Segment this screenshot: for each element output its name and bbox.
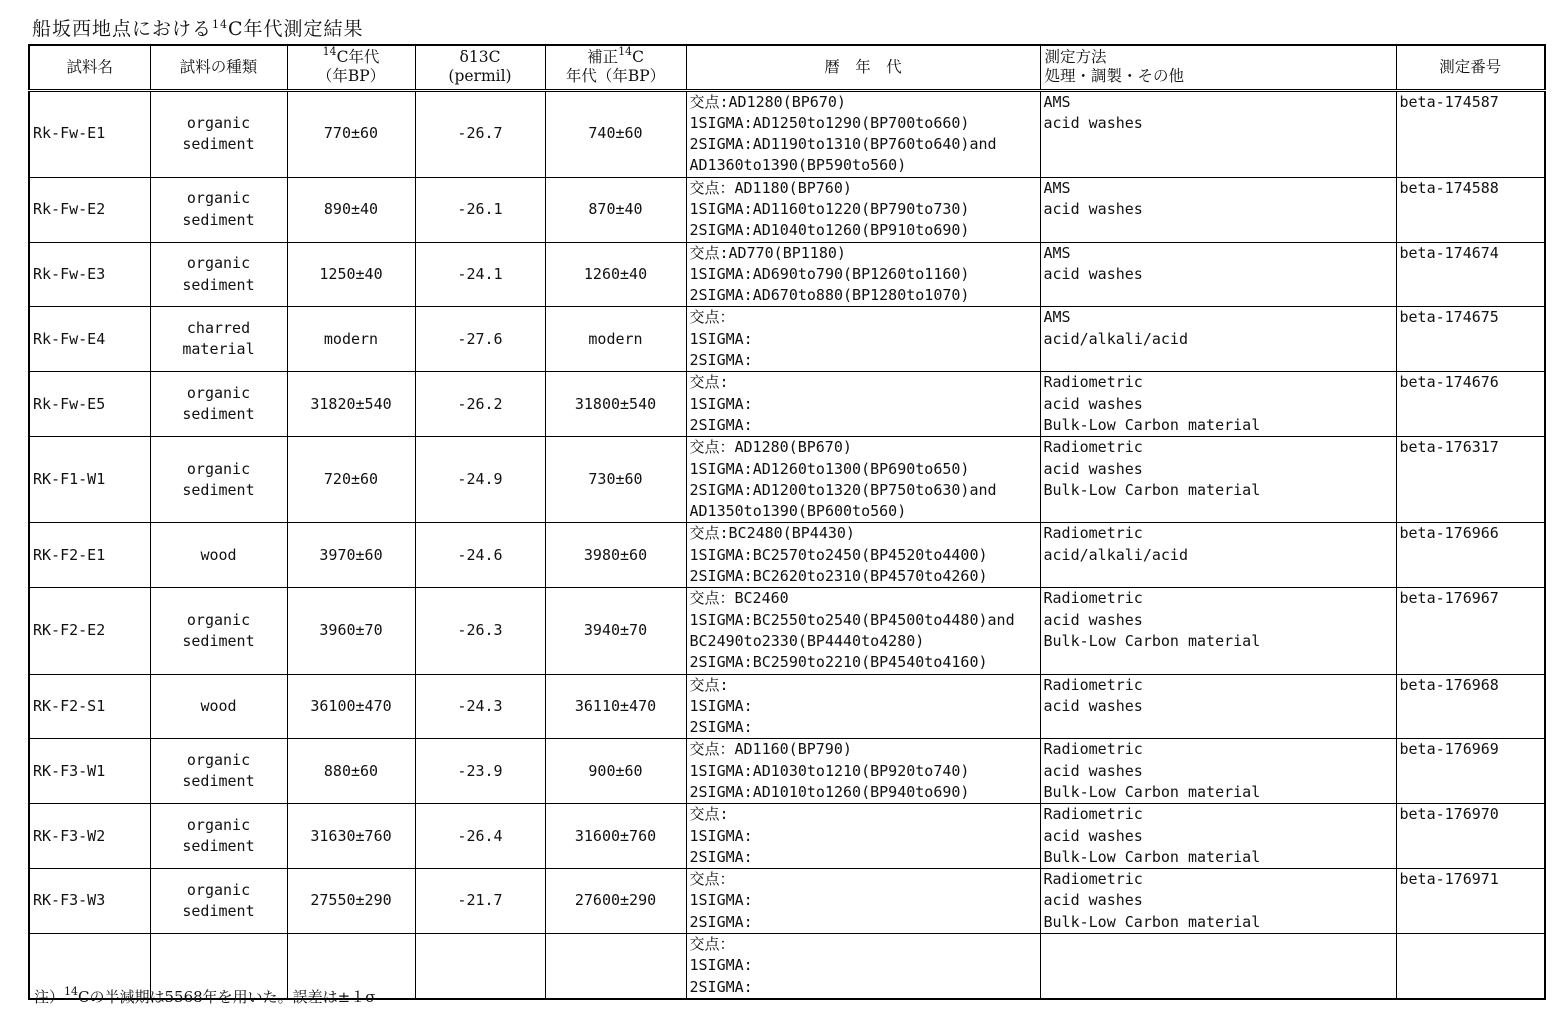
calendar-age-line: 交点: bbox=[689, 675, 729, 694]
page-title: 船坂西地点における$^{14}$C年代測定結果 bbox=[32, 18, 364, 40]
calendar-age-line: 2SIGMA:BC2620to2310(BP4570to4260) bbox=[689, 567, 988, 586]
table-row bbox=[29, 177, 1545, 242]
calendar-age-line: 1SIGMA:AD1250to1290(BP700to660) bbox=[689, 113, 970, 132]
method-line: acid washes bbox=[1043, 891, 1143, 910]
sample-type-cell bbox=[150, 804, 287, 869]
sample-type-line: sediment bbox=[182, 210, 255, 229]
calendar-age-line: 1SIGMA:BC2570to2450(BP4520to4400) bbox=[689, 545, 988, 564]
footnote: 注）$^{14}$Cの半減期は5568年を用いた。誤差は±１σ bbox=[34, 985, 376, 1006]
table-row bbox=[29, 437, 1545, 523]
calendar-age-line: 交点:AD770(BP1180) bbox=[689, 243, 846, 262]
method-line: acid washes bbox=[1043, 610, 1143, 629]
table-row bbox=[29, 242, 1545, 307]
sample-type-line: sediment bbox=[182, 902, 255, 921]
calendar-age-cell bbox=[686, 242, 1040, 307]
calendar-age-line: 1SIGMA: bbox=[689, 696, 753, 715]
calendar-age-line: 2SIGMA: bbox=[689, 912, 753, 931]
calendar-age-cell bbox=[686, 588, 1040, 674]
sample-type-line: sediment bbox=[182, 480, 255, 499]
table-row bbox=[29, 804, 1545, 869]
sample-name-cell: RK-F1-W1 bbox=[29, 437, 150, 523]
method-cell bbox=[1040, 437, 1396, 523]
corrected-age-cell: 31800±540 bbox=[545, 372, 686, 437]
measurement-code-cell: beta-174676 bbox=[1396, 372, 1545, 437]
corrected-age-cell: 740±60 bbox=[545, 90, 686, 177]
corrected-age-cell: 36110±470 bbox=[545, 674, 686, 739]
c14-age-cell: 1250±40 bbox=[287, 242, 415, 307]
method-cell bbox=[1040, 177, 1396, 242]
method-cell bbox=[1040, 242, 1396, 307]
sample-name-cell: Rk-Fw-E3 bbox=[29, 242, 150, 307]
sample-name-cell: RK-F3-W1 bbox=[29, 739, 150, 804]
sample-type-line: organic bbox=[186, 254, 251, 273]
method-cell bbox=[1040, 372, 1396, 437]
calendar-age-line: 1SIGMA:AD690to790(BP1260to1160) bbox=[689, 264, 970, 283]
c14-age-cell: 720±60 bbox=[287, 437, 415, 523]
header-sample-type: 試料の種類 bbox=[150, 45, 287, 90]
method-line: Bulk-Low Carbon material bbox=[1043, 631, 1261, 650]
calendar-age-cell bbox=[686, 307, 1040, 372]
calendar-age-line: BC2490to2330(BP4440to4280) bbox=[689, 631, 925, 650]
method-line: acid washes bbox=[1043, 264, 1143, 283]
method-cell bbox=[1040, 934, 1396, 999]
calendar-age-line: 2SIGMA: bbox=[689, 977, 753, 996]
delta13c-cell: -24.9 bbox=[415, 437, 545, 523]
sample-type-cell bbox=[150, 523, 287, 588]
method-line: Radiometric bbox=[1043, 805, 1143, 824]
corrected-age-cell bbox=[545, 934, 686, 999]
header-sample-name: 試料名 bbox=[29, 45, 150, 90]
corrected-age-cell: 730±60 bbox=[545, 437, 686, 523]
method-line: Radiometric bbox=[1043, 373, 1143, 392]
method-line: Bulk-Low Carbon material bbox=[1043, 912, 1261, 931]
corrected-age-cell: 27600±290 bbox=[545, 869, 686, 934]
calendar-age-line: 交点： bbox=[689, 308, 735, 327]
table-row bbox=[29, 523, 1545, 588]
table-row bbox=[29, 869, 1545, 934]
delta13c-cell: -23.9 bbox=[415, 739, 545, 804]
method-line: AMS bbox=[1043, 308, 1071, 327]
measurement-code-cell: beta-176969 bbox=[1396, 739, 1545, 804]
method-line: Radiometric bbox=[1043, 675, 1143, 694]
sample-type-line: organic bbox=[186, 459, 251, 478]
table-row bbox=[29, 674, 1545, 739]
delta13c-cell: -26.3 bbox=[415, 588, 545, 674]
calendar-age-line: 2SIGMA:AD1200to1320(BP750to630)and bbox=[689, 480, 997, 499]
measurement-code-cell bbox=[1396, 934, 1545, 999]
calendar-age-line: 交点：AD1280(BP670) bbox=[689, 438, 852, 457]
corrected-age-cell: 3940±70 bbox=[545, 588, 686, 674]
sample-type-cell bbox=[150, 869, 287, 934]
sample-type-line: wood bbox=[200, 545, 237, 564]
sample-name-cell: RK-F3-W3 bbox=[29, 869, 150, 934]
measurement-code-cell: beta-174674 bbox=[1396, 242, 1545, 307]
method-line: acid washes bbox=[1043, 696, 1143, 715]
sample-type-line: organic bbox=[186, 751, 251, 770]
calendar-age-line: 1SIGMA: bbox=[689, 394, 753, 413]
calendar-age-line: 1SIGMA: bbox=[689, 956, 753, 975]
sample-name-cell: RK-F3-W2 bbox=[29, 804, 150, 869]
measurement-code-cell: beta-176970 bbox=[1396, 804, 1545, 869]
c14-age-cell: 890±40 bbox=[287, 177, 415, 242]
calendar-age-line: 2SIGMA: bbox=[689, 415, 753, 434]
calendar-age-cell bbox=[686, 804, 1040, 869]
corrected-age-cell: modern bbox=[545, 307, 686, 372]
c14-age-cell: 880±60 bbox=[287, 739, 415, 804]
calendar-age-cell bbox=[686, 739, 1040, 804]
sample-type-line: organic bbox=[186, 384, 251, 402]
sample-name-cell: Rk-Fw-E2 bbox=[29, 177, 150, 242]
method-line: acid washes bbox=[1043, 199, 1143, 218]
sample-type-cell bbox=[150, 242, 287, 307]
measurement-code-cell: beta-176971 bbox=[1396, 869, 1545, 934]
delta13c-cell: -24.6 bbox=[415, 523, 545, 588]
c14-age-cell: 31630±760 bbox=[287, 804, 415, 869]
calendar-age-line: 交点： bbox=[689, 870, 735, 889]
sample-type-line: sediment bbox=[182, 631, 255, 650]
sample-type-cell bbox=[150, 674, 287, 739]
sample-type-line: sediment bbox=[182, 837, 255, 856]
calendar-age-line: 交点：AD1160(BP790) bbox=[689, 740, 852, 759]
calendar-age-line: 2SIGMA: bbox=[689, 847, 753, 866]
calendar-age-line: 1SIGMA: bbox=[689, 891, 753, 910]
sample-type-cell bbox=[150, 177, 287, 242]
method-line: acid washes bbox=[1043, 394, 1143, 413]
delta13c-cell: -26.2 bbox=[415, 372, 545, 437]
header-measurement-code: 測定番号 bbox=[1396, 45, 1545, 90]
sample-name-cell: RK-F2-E1 bbox=[29, 523, 150, 588]
sample-name-cell: Rk-Fw-E4 bbox=[29, 307, 150, 372]
method-cell bbox=[1040, 307, 1396, 372]
delta13c-cell: -24.1 bbox=[415, 242, 545, 307]
calendar-age-line: 交点： bbox=[689, 935, 735, 954]
method-line: Radiometric bbox=[1043, 438, 1143, 457]
calendar-age-line: 1SIGMA:AD1160to1220(BP790to730) bbox=[689, 199, 970, 218]
calendar-age-line: 交点：BC2460 bbox=[689, 589, 789, 608]
sample-type-line: organic bbox=[186, 610, 251, 629]
calendar-age-cell bbox=[686, 372, 1040, 437]
header-corrected-age: 補正$^{14}$C 年代（年BP） bbox=[545, 45, 686, 90]
results-table bbox=[28, 44, 1546, 1000]
calendar-age-line: AD1360to1390(BP590to560) bbox=[689, 156, 907, 175]
calendar-age-cell bbox=[686, 869, 1040, 934]
method-cell bbox=[1040, 588, 1396, 674]
calendar-age-line: 2SIGMA:AD1040to1260(BP910to690) bbox=[689, 221, 970, 240]
method-line: Radiometric bbox=[1043, 870, 1143, 889]
method-cell bbox=[1040, 90, 1396, 177]
method-cell bbox=[1040, 674, 1396, 739]
method-line: acid/alkali/acid bbox=[1043, 329, 1188, 348]
sample-type-line: organic bbox=[186, 113, 251, 132]
table-row bbox=[29, 90, 1545, 177]
calendar-age-line: 2SIGMA: bbox=[689, 718, 753, 737]
sample-type-line: organic bbox=[186, 880, 251, 899]
calendar-age-line: 2SIGMA:AD670to880(BP1280to1070) bbox=[689, 286, 970, 305]
sample-type-line: organic bbox=[186, 815, 251, 834]
delta13c-cell: -27.6 bbox=[415, 307, 545, 372]
sample-type-line: organic bbox=[186, 189, 251, 208]
sample-type-line: sediment bbox=[182, 772, 255, 791]
sample-type-line: charred bbox=[186, 319, 251, 338]
method-cell bbox=[1040, 523, 1396, 588]
calendar-age-line: 1SIGMA:AD1030to1210(BP920to740) bbox=[689, 761, 970, 780]
table-row bbox=[29, 739, 1545, 804]
header-c14-age: $^{14}$C年代 （年BP） bbox=[287, 45, 415, 90]
method-line: AMS bbox=[1043, 178, 1071, 197]
measurement-code-cell: beta-174588 bbox=[1396, 177, 1545, 242]
method-cell bbox=[1040, 869, 1396, 934]
method-line: Bulk-Low Carbon material bbox=[1043, 783, 1261, 801]
method-line: AMS bbox=[1043, 243, 1071, 262]
calendar-age-line: 1SIGMA:AD1260to1300(BP690to650) bbox=[689, 459, 970, 478]
measurement-code-cell: beta-176966 bbox=[1396, 523, 1545, 588]
calendar-age-line: 2SIGMA:AD1190to1310(BP760to640)and bbox=[689, 135, 997, 154]
calendar-age-line: 1SIGMA:BC2550to2540(BP4500to4480)and bbox=[689, 610, 1015, 629]
calendar-age-line: 交点：AD1180(BP760) bbox=[689, 178, 852, 197]
sample-name-cell: RK-F2-S1 bbox=[29, 674, 150, 739]
calendar-age-line: 2SIGMA: bbox=[689, 351, 753, 370]
corrected-age-cell: 1260±40 bbox=[545, 242, 686, 307]
header-row bbox=[29, 45, 1545, 90]
measurement-code-cell: beta-176968 bbox=[1396, 674, 1545, 739]
method-line: Bulk-Low Carbon material bbox=[1043, 847, 1261, 866]
method-line: acid washes bbox=[1043, 113, 1143, 132]
sample-type-cell bbox=[150, 437, 287, 523]
method-line: Radiometric bbox=[1043, 524, 1143, 543]
delta13c-cell: -24.3 bbox=[415, 674, 545, 739]
sample-type-line: sediment bbox=[182, 275, 255, 294]
c14-age-cell: 770±60 bbox=[287, 90, 415, 177]
method-cell bbox=[1040, 739, 1396, 804]
method-line: Bulk-Low Carbon material bbox=[1043, 480, 1261, 499]
calendar-age-line: 交点: bbox=[689, 805, 729, 824]
measurement-code-cell: beta-174587 bbox=[1396, 90, 1545, 177]
header-method: 測定方法 処理・調製・その他 bbox=[1040, 45, 1396, 90]
method-line: Bulk-Low Carbon material bbox=[1043, 415, 1261, 434]
method-line: Radiometric bbox=[1043, 589, 1143, 608]
delta13c-cell: -26.7 bbox=[415, 90, 545, 177]
measurement-code-cell: beta-174675 bbox=[1396, 307, 1545, 372]
sample-name-cell: Rk-Fw-E1 bbox=[29, 90, 150, 177]
calendar-age-cell bbox=[686, 674, 1040, 739]
sample-type-line: wood bbox=[200, 696, 237, 715]
sample-type-line: sediment bbox=[182, 405, 255, 424]
c14-age-cell: 27550±290 bbox=[287, 869, 415, 934]
corrected-age-cell: 870±40 bbox=[545, 177, 686, 242]
sample-type-line: sediment bbox=[182, 135, 255, 154]
calendar-age-cell bbox=[686, 523, 1040, 588]
calendar-age-line: 交点:BC2480(BP4430) bbox=[689, 524, 855, 543]
corrected-age-cell: 31600±760 bbox=[545, 804, 686, 869]
sample-type-cell bbox=[150, 739, 287, 804]
sample-type-cell bbox=[150, 307, 287, 372]
method-line: acid washes bbox=[1043, 761, 1143, 780]
sample-name-cell: RK-F2-E2 bbox=[29, 588, 150, 674]
calendar-age-line: AD1350to1390(BP600to560) bbox=[689, 502, 907, 521]
measurement-code-cell: beta-176317 bbox=[1396, 437, 1545, 523]
corrected-age-cell: 900±60 bbox=[545, 739, 686, 804]
table-row bbox=[29, 372, 1545, 437]
table-row bbox=[29, 588, 1545, 674]
c14-age-cell: 36100±470 bbox=[287, 674, 415, 739]
method-line: AMS bbox=[1043, 92, 1071, 111]
c14-age-cell: 3960±70 bbox=[287, 588, 415, 674]
c14-age-cell: modern bbox=[287, 307, 415, 372]
sample-type-line: material bbox=[182, 340, 255, 359]
sample-name-cell: Rk-Fw-E5 bbox=[29, 372, 150, 437]
calendar-age-cell bbox=[686, 177, 1040, 242]
method-cell bbox=[1040, 804, 1396, 869]
delta13c-cell bbox=[415, 934, 545, 999]
sample-type-cell bbox=[150, 90, 287, 177]
calendar-age-line: 2SIGMA:BC2590to2210(BP4540to4160) bbox=[689, 653, 988, 672]
c14-age-cell: 3970±60 bbox=[287, 523, 415, 588]
calendar-age-line: 交点: bbox=[689, 373, 729, 392]
calendar-age-line: 1SIGMA: bbox=[689, 329, 753, 348]
sample-type-cell bbox=[150, 372, 287, 437]
method-line: acid washes bbox=[1043, 826, 1143, 845]
sample-type-cell bbox=[150, 588, 287, 674]
table-row bbox=[29, 307, 1545, 372]
calendar-age-cell bbox=[686, 934, 1040, 999]
delta13c-cell: -26.1 bbox=[415, 177, 545, 242]
method-line: acid washes bbox=[1043, 459, 1143, 478]
calendar-age-cell bbox=[686, 437, 1040, 523]
header-calendar-age: 暦 年 代 bbox=[686, 45, 1040, 90]
delta13c-cell: -21.7 bbox=[415, 869, 545, 934]
calendar-age-line: 交点:AD1280(BP670) bbox=[689, 92, 846, 111]
c14-age-cell: 31820±540 bbox=[287, 372, 415, 437]
header-delta13c: δ13C (permil) bbox=[415, 45, 545, 90]
calendar-age-line: 1SIGMA: bbox=[689, 826, 753, 845]
delta13c-cell: -26.4 bbox=[415, 804, 545, 869]
measurement-code-cell: beta-176967 bbox=[1396, 588, 1545, 674]
corrected-age-cell: 3980±60 bbox=[545, 523, 686, 588]
calendar-age-cell bbox=[686, 90, 1040, 177]
method-line: Radiometric bbox=[1043, 740, 1143, 759]
method-line: acid/alkali/acid bbox=[1043, 545, 1188, 564]
calendar-age-line: 2SIGMA:AD1010to1260(BP940to690) bbox=[689, 783, 970, 801]
